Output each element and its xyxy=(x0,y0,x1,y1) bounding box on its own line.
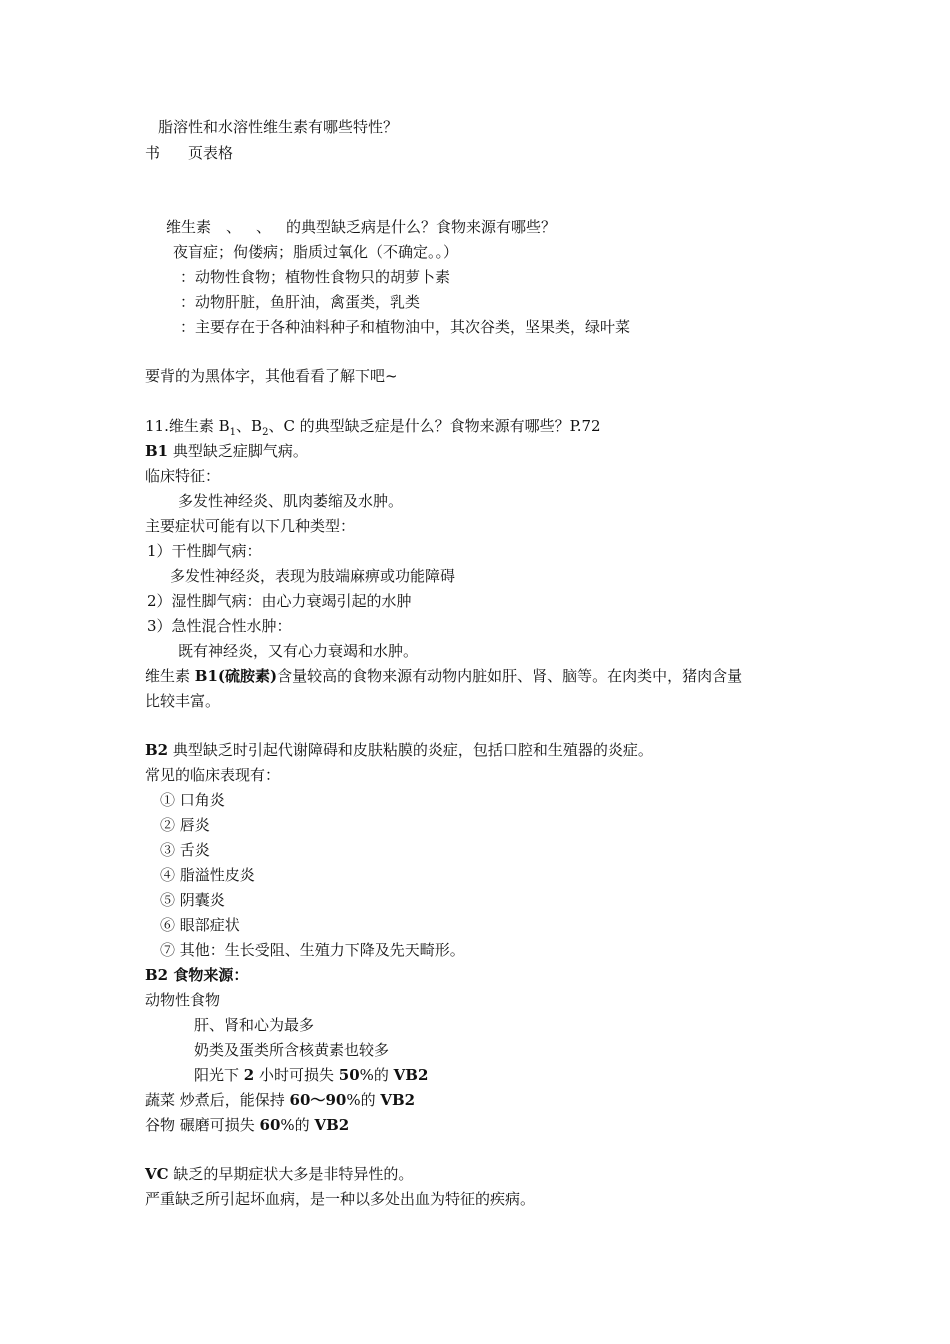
b2-item-6: ⑥ 眼部症状 xyxy=(160,916,240,934)
question-fat-water-vitamins: 脂溶性和水溶性维生素有哪些特性？ xyxy=(158,118,399,136)
b2-heading xyxy=(145,738,653,763)
grain-d: VB2 xyxy=(314,1116,350,1134)
b2-heading-text: 典型缺乏时引起代谢障碍和皮肤粘膜的炎症，包括口腔和生殖器的炎症。 xyxy=(168,741,653,759)
title-sep-1: 、 xyxy=(226,218,242,236)
b2-vegetables xyxy=(145,1088,415,1113)
vc-heading-text: 缺乏的早期症状大多是非特异性的。 xyxy=(168,1165,414,1183)
q11-part-2: 、B xyxy=(236,417,263,435)
b1-heading-text: 典型缺乏症脚气病。 xyxy=(168,442,308,460)
b2-item-4: ④ 脂溢性皮炎 xyxy=(160,866,255,884)
b1-type-2: 2）湿性脚气病：由心力衰竭引起的水肿 xyxy=(147,592,412,610)
b1-food-thiamine: 硫胺素 xyxy=(225,667,271,685)
grain-c: %的 xyxy=(280,1116,315,1134)
b1-food-sources xyxy=(145,664,742,689)
vc-scurvy: 严重缺乏所引起坏血病，是一种以多处出血为特征的疾病。 xyxy=(145,1190,536,1208)
title-part-a: 维生素 xyxy=(166,218,212,236)
b1-food-sources-cont: 比较丰富。 xyxy=(145,692,221,710)
source-line-1: ：动物性食物；植物性食物只的胡萝卜素 xyxy=(180,268,451,286)
ref-left: 书 xyxy=(145,144,161,162)
ref-right: 页表格 xyxy=(188,144,234,162)
study-note: 要背的为黑体字，其他看看了解下吧~ xyxy=(145,367,398,385)
veg-d: 90 xyxy=(325,1091,347,1109)
b1-label: B1 xyxy=(145,442,169,460)
q11-sub-2: 2 xyxy=(262,427,269,438)
vc-heading xyxy=(145,1162,413,1187)
b2-sunlight-loss xyxy=(194,1063,428,1088)
sun-e: %的 xyxy=(359,1066,394,1084)
b2-item-3: ③ 舌炎 xyxy=(160,841,210,859)
b2-food-heading-text: 食物来源： xyxy=(168,966,249,984)
b1-food-bold: B1( xyxy=(194,667,225,685)
q11-part-1: 11.维生素 B xyxy=(145,417,230,435)
b1-food-a: 维生素 xyxy=(145,667,195,685)
grain-a: 谷物 碾磨可损失 xyxy=(145,1116,260,1134)
b2-item-5: ⑤ 阴囊炎 xyxy=(160,891,225,909)
b1-food-c: 含量较高的食物来源有动物内脏如肝、肾、脑等。在肉类中，猪肉含量 xyxy=(277,667,743,685)
source-line-3: ：主要存在于各种油料种子和植物油中，其次谷类，坚果类，绿叶菜 xyxy=(180,318,631,336)
b2-animal-2: 奶类及蛋类所含核黄素也较多 xyxy=(194,1041,390,1059)
source-line-2: ：动物肝脏，鱼肝油，禽蛋类，乳类 xyxy=(180,293,421,311)
title-sep-2: 、 xyxy=(256,218,272,236)
b2-grains xyxy=(145,1113,349,1138)
sun-c: 小时可损失 xyxy=(254,1066,339,1084)
book-page-reference xyxy=(145,141,233,166)
b1-type-3: 3）急性混合性水肿： xyxy=(147,617,292,635)
b1-types-label: 主要症状可能有以下几种类型： xyxy=(145,517,356,535)
b2-animal-food: 动物性食物 xyxy=(145,991,221,1009)
q11-part-3: 、C 的典型缺乏症是什么？食物来源有哪些？P.72 xyxy=(268,417,601,435)
grain-b: 60 xyxy=(259,1116,281,1134)
q11-sub-1: 1 xyxy=(229,427,237,438)
b2-animal-1: 肝、肾和心为最多 xyxy=(194,1016,315,1034)
b2-item-1: ① 口角炎 xyxy=(160,791,225,809)
title-part-b: 的典型缺乏病是什么？食物来源有哪些？ xyxy=(286,218,557,236)
b2-food-label: B2 xyxy=(145,966,169,984)
b1-clinical-label: 临床特征： xyxy=(145,467,221,485)
b2-item-7: ⑦ 其他：生长受阻、生殖力下降及先天畸形。 xyxy=(160,941,465,959)
b2-food-heading xyxy=(145,963,248,988)
sun-a: 阳光下 xyxy=(194,1066,244,1084)
b1-heading xyxy=(145,439,308,464)
veg-b: 60 xyxy=(289,1091,311,1109)
question-11-title xyxy=(145,414,601,439)
sun-d: 50 xyxy=(338,1066,360,1084)
b2-item-2: ② 唇炎 xyxy=(160,816,210,834)
vc-label: VC xyxy=(145,1165,169,1183)
sun-f: VB2 xyxy=(393,1066,429,1084)
sun-b: 2 xyxy=(243,1066,255,1084)
vitamin-question-title xyxy=(166,215,556,240)
b1-type-3-text: 既有神经炎，又有心力衰竭和水肿。 xyxy=(178,642,419,660)
deficiency-diseases: 夜盲症；佝偻病；脂质过氧化（不确定。。） xyxy=(173,243,459,261)
veg-a: 蔬菜 炒煮后，能保持 xyxy=(145,1091,290,1109)
b2-clinical-label: 常见的临床表现有： xyxy=(145,766,281,784)
veg-e: %的 xyxy=(346,1091,381,1109)
b1-clinical-text: 多发性神经炎、肌肉萎缩及水肿。 xyxy=(178,492,404,510)
b1-type-1: 1）干性脚气病： xyxy=(147,542,262,560)
veg-c: ～ xyxy=(310,1091,326,1109)
b1-food-bold-2: ) xyxy=(270,667,278,685)
b1-type-1-text: 多发性神经炎，表现为肢端麻痹或功能障碍 xyxy=(170,567,456,585)
veg-f: VB2 xyxy=(380,1091,416,1109)
b2-label: B2 xyxy=(145,741,169,759)
